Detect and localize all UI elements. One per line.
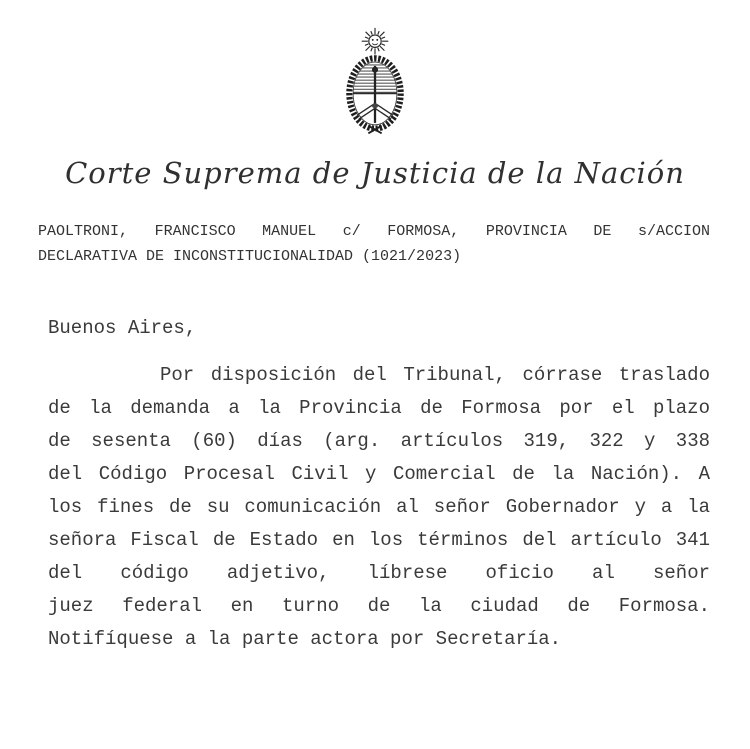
court-title: Corte Suprema de Justicia de la Nación	[65, 156, 685, 190]
body-line: señora Fiscal de Estado en los términos del artículo 341	[48, 529, 710, 551]
argentina-coat-of-arms-icon	[337, 26, 413, 145]
body-line: Notifíquese a la parte actora por Secretaría.	[48, 628, 562, 650]
body-line: Por disposición del Tribunal, córrase traslado	[160, 364, 710, 386]
resolution-body	[48, 312, 710, 656]
body-line: del Código Procesal Civil y Comercial de la Nación). A	[48, 463, 710, 485]
body-line: del código adjetivo, líbrese oficio al señor	[48, 562, 710, 584]
body-line: los fines de su comunicación al señor Gobernador y a la	[48, 496, 710, 518]
case-caption-line: PAOLTRONI, FRANCISCO MANUEL c/ FORMOSA, PROVINCIA DE s/ACCION	[38, 223, 710, 240]
case-caption	[38, 219, 710, 269]
paragraph-spacer	[48, 345, 710, 359]
body-line: juez federal en turno de la ciudad de Formosa.	[48, 595, 710, 617]
case-caption-line: DECLARATIVA DE INCONSTITUCIONALIDAD (1021/2023)	[38, 248, 462, 265]
body-line: de sesenta (60) días (arg. artículos 319, 322 y 338	[48, 430, 710, 452]
dateline: Buenos Aires,	[48, 317, 197, 339]
body-line: de la demanda a la Provincia de Formosa por el plazo	[48, 397, 710, 419]
